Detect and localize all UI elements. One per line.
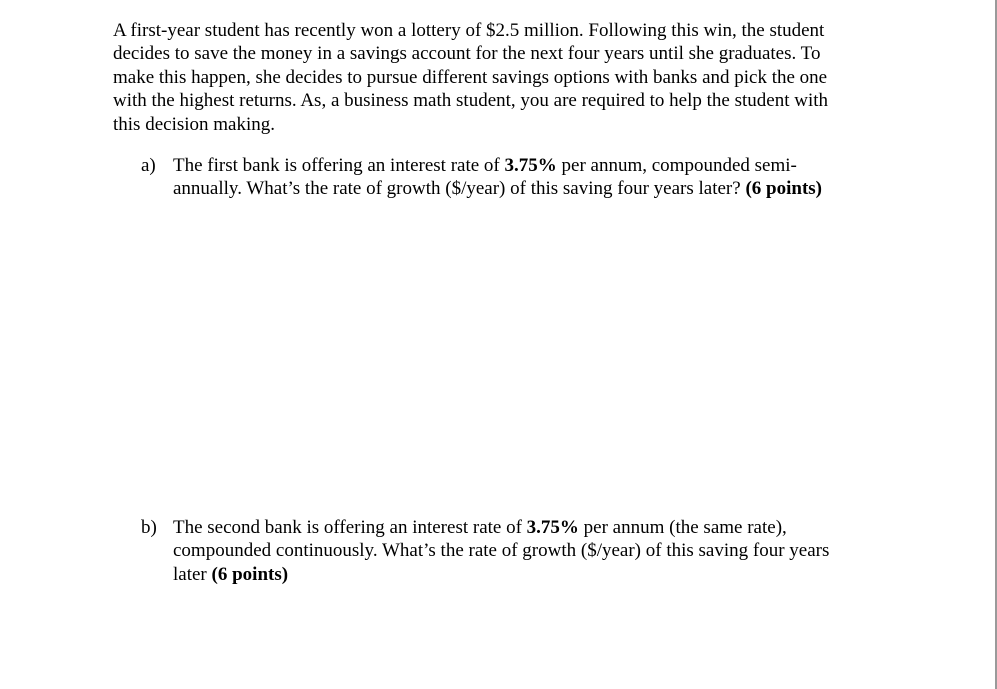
question-a-text-part1: The first bank is offering an interest rate of <box>173 155 505 176</box>
question-b-points: (6 points) <box>211 563 289 585</box>
question-a-text <box>173 154 893 201</box>
question-b-marker: b) <box>141 517 157 538</box>
question-a-marker: a) <box>141 155 156 176</box>
question-a-text-part2: per annum, compounded semi- annually. What’s the rate of growth ($/year) of this saving four years later? <box>173 155 797 200</box>
question-a-rate: 3.75% <box>504 155 557 176</box>
question-b-text-part1: The second bank is offering an interest rate of <box>173 517 527 538</box>
intro-paragraph: A first-year student has recently won a lottery of $2.5 million. Following this win, the student decides to save the money in a savings account for the next four years until she graduates. To make this happen, she decides to pursue different savings options with banks and pick the one with the highest returns. As, a business math student, you are required to help the student with this decision making. <box>113 20 829 135</box>
question-b-text-part2: per annum (the same rate), compounded continuously. What’s the rate of growth ($/year) of this saving four years later <box>173 517 830 585</box>
question-b-text <box>173 516 893 586</box>
question-b-rate: 3.75% <box>526 517 579 538</box>
question-a-points: (6 points) <box>745 178 822 200</box>
